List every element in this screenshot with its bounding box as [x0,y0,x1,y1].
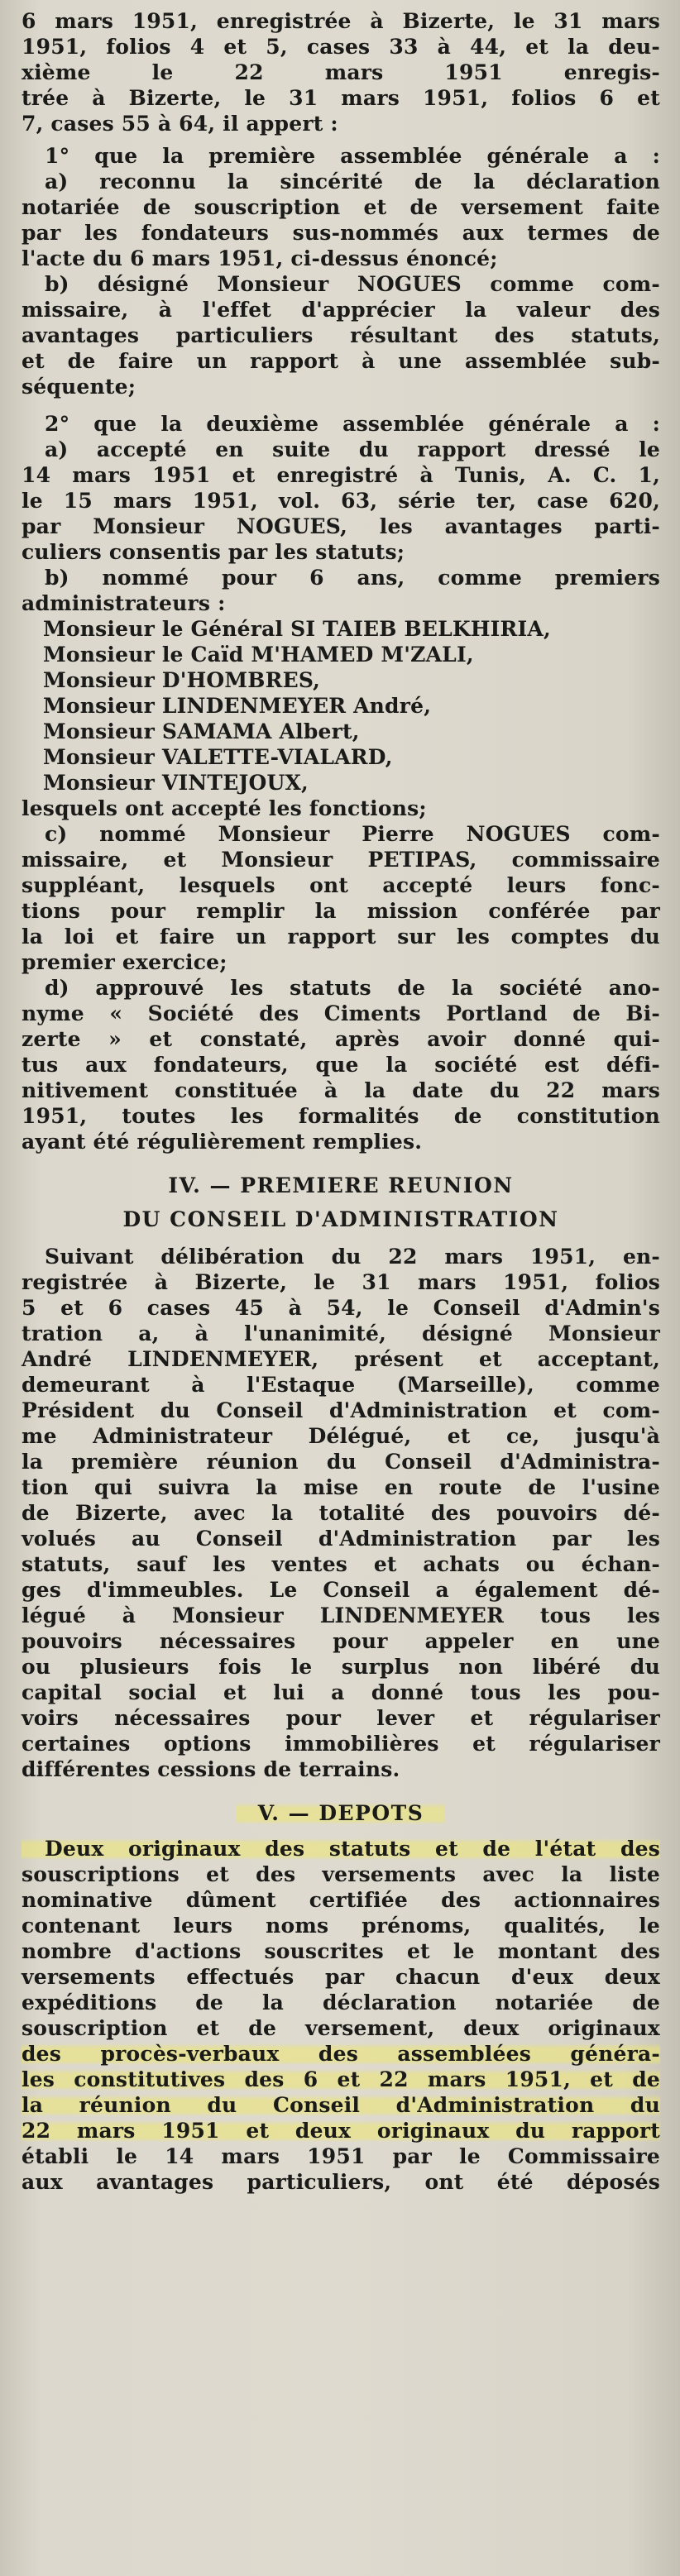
text-line: et de faire un rapport à une assemblée sub- [22,349,660,373]
text-line: a) reconnu la sincérité de la déclaration [45,170,660,194]
text-line: culiers consentis par les statuts; [22,540,405,564]
text-line: c) nommé Monsieur Pierre NOGUES com- [45,822,660,846]
administrator-name: Monsieur SAMAMA Albert, [43,719,360,743]
section-iv-paragraph [22,1244,660,1782]
text-line: 5 et 6 cases 45 à 54, le Conseil d'Admin's [22,1296,660,1320]
text-line: la loi et faire un rapport sur les comptes du [22,925,660,949]
text-line: 1° que la première assemblée générale a : [45,144,660,168]
text-line: l'acte du 6 mars 1951, ci-dessus énoncé; [22,246,498,270]
text-line: statuts, sauf les ventes et achats ou échan- [22,1552,660,1576]
administrator-name: Monsieur LINDENMEYER André, [43,694,432,718]
text-line: missaire, et Monsieur PETIPAS, commissaire [22,848,660,872]
text-line: volués au Conseil d'Administration par les [22,1527,660,1551]
administrator-name: Monsieur VALETTE-VIALARD, [43,745,393,769]
administrator-name: Monsieur le Caïd M'HAMED M'ZALI, [43,643,474,667]
second-assembly-paragraph [22,411,660,616]
first-assembly-paragraph [22,143,660,399]
text-line: tration a, à l'unanimité, désigné Monsieur [22,1321,660,1345]
text-line: 7, cases 55 à 64, il appert : [22,112,338,136]
section-iv-subheading: DU CONSEIL D'ADMINISTRATION [122,1207,559,1231]
text-line: pouvoirs nécessaires pour appeler en une [22,1629,660,1653]
highlighted-text-line: 22 mars 1951 et deux originaux du rapport [22,2119,660,2143]
text-line: souscriptions et des versements avec la liste [22,1862,660,1886]
text-line: le 15 mars 1951, vol. 63, série ter, case 620, [22,489,660,513]
text-line: tus aux fondateurs, que la société est défi- [22,1053,660,1077]
text-line: xième le 22 mars 1951 enregis- [22,60,660,84]
text-line: versements effectués par chacun d'eux deux [22,1965,660,1989]
text-line: par les fondateurs sus-nommés aux termes de [22,221,660,245]
text-line: tion qui suivra la mise en route de l'usine [22,1475,660,1499]
text-line: séquente; [22,375,136,399]
text-line: 6 mars 1951, enregistrée à Bizerte, le 31 mars [22,9,660,33]
text-line: 1951, folios 4 et 5, cases 33 à 44, et la deu- [22,35,660,59]
text-line: a) accepté en suite du rapport dressé le [45,437,660,461]
text-line: de Bizerte, avec la totalité des pouvoirs dé- [22,1501,660,1525]
text-line: ou plusieurs fois le surplus non libéré du [22,1655,660,1679]
text-line: missaire, à l'effet d'apprécier la valeur des [22,298,660,322]
text-line: aux avantages particuliers, ont été déposés [22,2170,660,2194]
text-line: me Administrateur Délégué, et ce, jusqu'à [22,1424,660,1448]
text-line: nyme « Société des Ciments Portland de Bi- [22,1001,660,1025]
text-line: la première réunion du Conseil d'Administra- [22,1450,660,1474]
administrators-list [22,616,660,796]
text-line: différentes cessions de terrains. [22,1757,400,1781]
text-line: avantages particuliers résultant des statuts, [22,323,660,347]
text-line: 2° que la deuxième assemblée générale a : [45,412,660,436]
section-v-paragraph [22,1836,660,2195]
text-line: André LINDENMEYER, présent et acceptant, [22,1347,660,1371]
text-line: contenant leurs noms prénoms, qualités, le [22,1914,660,1938]
highlighted-text-line: les constitutives des 6 et 22 mars 1951, et de [22,2067,660,2091]
text-line: lesquels ont accepté les fonctions; [22,796,427,820]
text-line: premier exercice; [22,950,227,974]
text-line: registrée à Bizerte, le 31 mars 1951, folios [22,1270,660,1294]
text-line: expéditions de la déclaration notariée de [22,1991,660,2014]
section-iv-heading: IV. — PREMIERE REUNION [168,1173,514,1197]
legal-notice-text [22,8,660,2195]
text-line: d) approuvé les statuts de la société ano- [45,976,660,1000]
text-line: Président du Conseil d'Administration et com- [22,1398,660,1422]
text-line: administrateurs : [22,591,226,615]
text-line: nitivement constituée à la date du 22 mars [22,1078,660,1102]
text-line: b) désigné Monsieur NOGUES comme com- [45,272,660,296]
text-line: zerte » et constaté, après avoir donné qui- [22,1027,660,1051]
text-line: suppléant, lesquels ont accepté leurs fonc- [22,873,660,897]
administrator-name: Monsieur VINTEJOUX, [43,771,309,795]
after-administrators-paragraph [22,796,660,1154]
text-line: par Monsieur NOGUES, les avantages parti- [22,514,660,538]
highlighted-text-line: des procès-verbaux des assemblées généra- [22,2042,660,2066]
highlighted-text-line: Deux originaux des statuts et de l'état des [22,1836,660,1862]
text-line: 1951, toutes les formalités de constitution [22,1104,660,1128]
text-line: certaines options immobilières et régulariser [22,1732,660,1756]
administrator-name: Monsieur D'HOMBRES, [43,668,321,692]
highlighted-heading-text: V. — DEPOTS [237,1800,446,1826]
text-line: demeurant à l'Estaque (Marseille), comme [22,1373,660,1397]
section-v-heading [22,1800,660,1826]
intro-paragraph [22,8,660,136]
text-line: ges d'immeubles. Le Conseil a également dé- [22,1578,660,1602]
text-line: nominative dûment certifiée des actionnaires [22,1888,660,1912]
text-line: Suivant délibération du 22 mars 1951, en- [45,1245,660,1269]
text-line: tions pour remplir la mission conférée par [22,899,660,923]
highlighted-text-line: la réunion du Conseil d'Administration du [22,2093,660,2117]
text-line: établi le 14 mars 1951 par le Commissaire [22,2144,660,2168]
text-line: voirs nécessaires pour lever et régulariser [22,1706,660,1730]
text-line: 14 mars 1951 et enregistré à Tunis, A. C. 1, [22,463,660,487]
text-line: nombre d'actions souscrites et le montant des [22,1939,660,1963]
text-line: b) nommé pour 6 ans, comme premiers [45,566,660,590]
text-line: souscription et de versement, deux originaux [22,2016,660,2040]
text-line: ayant été régulièrement remplies. [22,1130,423,1154]
administrator-name: Monsieur le Général SI TAIEB BELKHIRIA, [43,617,551,641]
text-line: capital social et lui a donné tous les pou- [22,1680,660,1704]
text-line: notariée de souscription et de versement faite [22,195,660,219]
text-line: légué à Monsieur LINDENMEYER tous les [22,1603,660,1627]
text-line: trée à Bizerte, le 31 mars 1951, folios 6 et [22,86,660,110]
